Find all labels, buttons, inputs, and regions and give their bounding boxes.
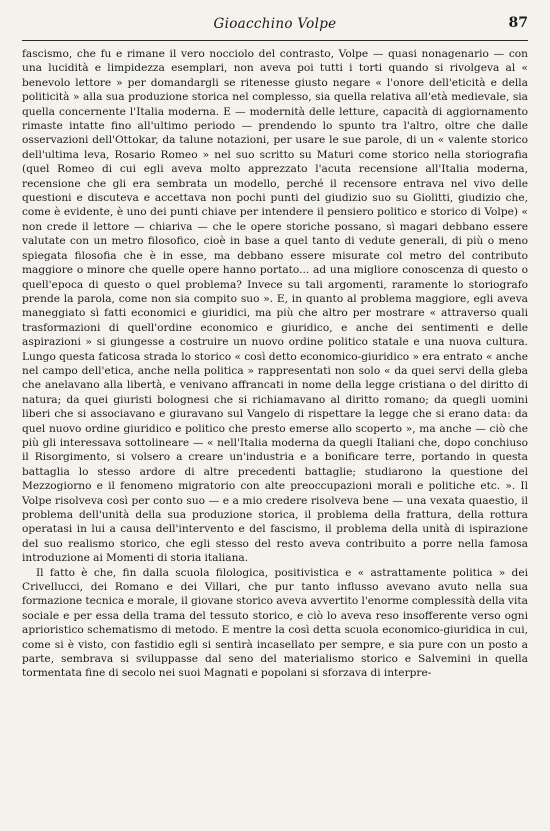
page-number: 87	[508, 15, 528, 31]
running-title: Gioacchino Volpe	[213, 16, 337, 32]
page-header	[22, 14, 528, 41]
body-text	[22, 47, 528, 681]
paragraph-1: fascismo, che fu e rimane il vero nocciolo del contrasto, Volpe — quasi nonagenario — con una lucidità e limpidezza esemplari, non aveva poi tutti i torti quando si rivolgeva al « benevolo lettore » per domandargli se ritenesse giusto negare « l'onore dell'eticità e della politicità » alla sua produzione storica nel complesso, sia quella relativa all'età medievale, sia quella concernente l'Italia moderna. E — modernità delle letture, capacità di aggiornamento rimaste intatte fino all'ultimo periodo — prendendo lo spunto tra l'altro, oltre che dalle osservazioni dell'Ottokar, da talune notazioni, per usare le sue parole, di un « valente storico dell'ultima leva, Rosario Romeo » nel suo scritto su Maturi come storico nella storiografia (quel Romeo di cui egli aveva molto apprezzato l'acuta recensione all'Italia moderna, recensione che gli era sembrata un modello, perché il recensore entrava nel vivo delle questioni e discuteva e accettava non pochi punti del giudizio suo su Giolitti, giudizio che, come è evidente, è uno dei punti chiave per intendere il pensiero politico e storico di Volpe) « non crede il lettore — chiariva — che le opere storiche possano, sì magari debbano essere valutate con un metro filosofico, cioè in base a quel tanto di vedute generali, di più o meno spiegata filosofia che è in esse, ma debbano essere misurate col metro del contributo maggiore o minore che quelle opere hanno portato... ad una migliore conoscenza di questo o quell'epoca di questo o quel problema? Invece su tali argomenti, raramente lo storiografo prende la parola, come non sia compito suo ». E, in quanto al problema maggiore, egli aveva maneggiato sì fatti economici e giuridici, ma più che altro per mostrare « attraverso quali trasformazioni di quell'ordine economico e giuridico, e anche dei sentimenti e delle aspirazioni » si giungesse a costruire un nuovo ordine politico statale e una nuova cultura. Lungo questa faticosa strada lo storico « così detto economico-giuridico » era entrato « anche nel campo dell'etica, anche nella politica » rappresentati non solo « da quei servi della gleba che anelavano alla libertà, e venivano affrancati in nome della legge cristiana o del diritto di natura; da quei giuristi bolognesi che si richiamavano al diritto romano; da quegli uomini liberi che si associavano e giuravano sul Vangelo di rispettare la legge che si erano data: da quel nuovo ordine giuridico e politico che presto emerse allo scoperto », ma anche — ciò che più gli interessava sottolineare — « nell'Italia moderna da quegli Italiani che, dopo conchiuso il Risorgimento, si volsero a creare un'industria e a bonificare terre, portando in questa battaglia lo stesso ardore di altre precedenti battaglie; studiarono la questione del Mezzogiorno e il fenomeno migratorio con alte preoccupazioni morali e politiche etc. ». Il Volpe risolveva così per conto suo — e a mio credere risolveva bene — una vexata quaestio, il problema dell'unità della sua produzione storica, il problema della frattura, della rottura operatasi in lui a causa dell'intervento e del fascismo, il problema della unità di ispirazione del suo realismo storico, che egli stesso del resto aveva contribuito a porre nella famosa introduzione ai Momenti di storia italiana.	[22, 48, 528, 565]
paragraph-2: Il fatto è che, fin dalla scuola filologica, positivistica e « astrattamente politica » dei Crivellucci, dei Romano e dei Villari, che pur tanto influsso avevano avuto nella sua formazione tecnica e morale, il giovane storico aveva avvertito l'enorme complessità della vita sociale e per essa della trama del tessuto storico, e ciò lo aveva reso insofferente verso ogni aprioristico schematismo di metodo. E mentre la così detta scuola economico-giuridica in cui, come si è visto, con fastidio egli si sentirà incasellato per sempre, e sia pure con un posto a parte, sembrava si sviluppasse dal seno del materialismo storico e Salvemini in quella tormentata fine di secolo nei suoi Magnati e popolani si sforzava di interpre-	[22, 566, 528, 680]
